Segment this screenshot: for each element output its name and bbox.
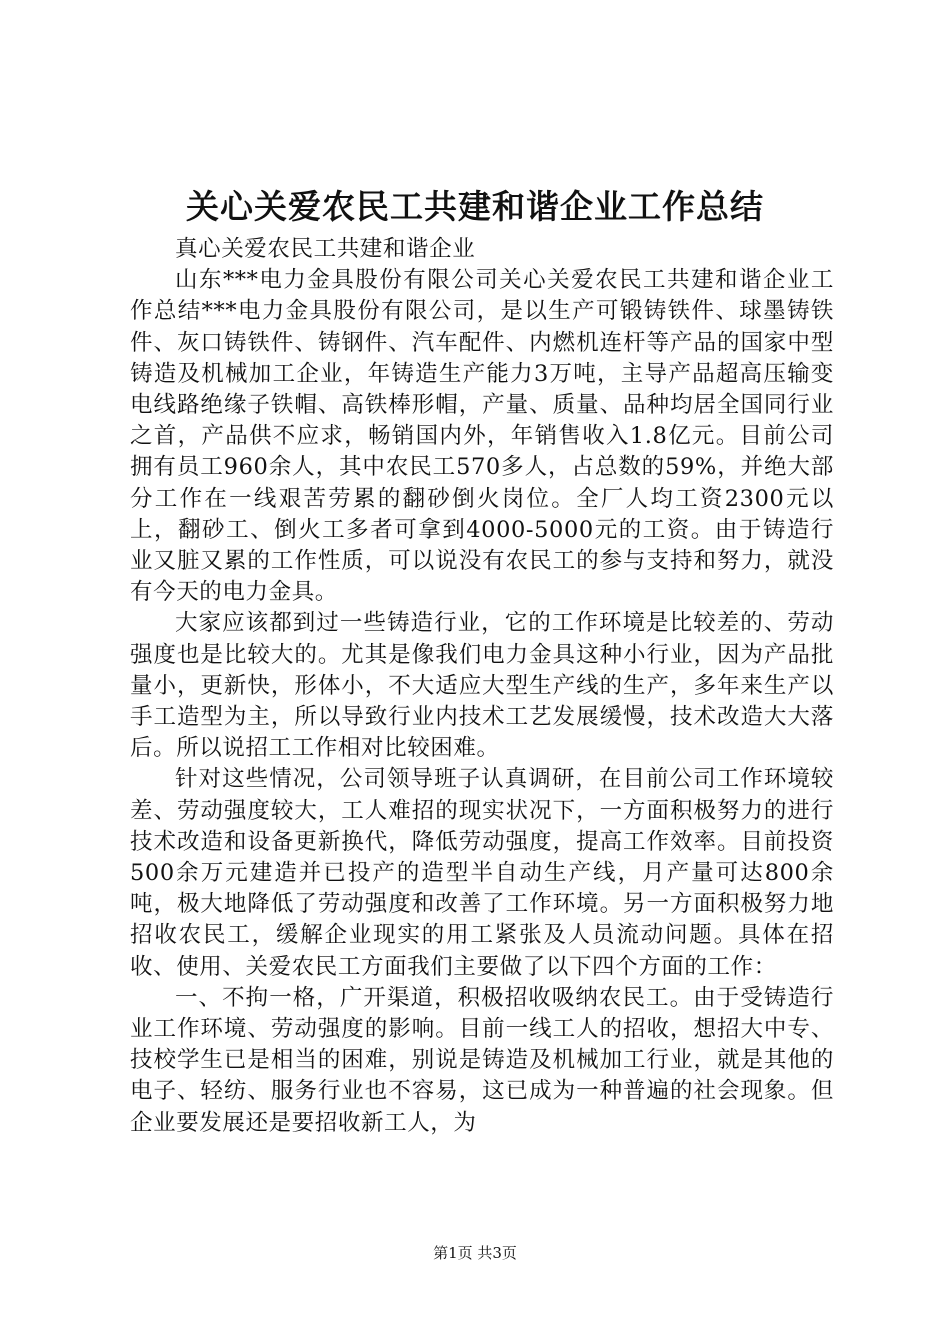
body-paragraph: 针对这些情况，公司领导班子认真调研，在目前公司工作环境较差、劳动强度较大，工人难招的现实状况下，一方面积极努力的进行技术改造和设备更新换代，降低劳动强度，提高工作效率。目前投资500余万元建造并已投产的造型半自动生产线，月产量可达800余吨，极大地降低了劳动强度和改善了工作环境。另一方面积极努力地招收农民工，缓解企业现实的用工紧张及人员流动问题。具体在招收、使用、关爱农民工方面我们主要做了以下四个方面的工作： (130, 766, 834, 980)
subtitle-paragraph: 真心关爱农民工共建和谐企业 (175, 236, 476, 262)
body-paragraph: 一、不拘一格，广开渠道，积极招收吸纳农民工。由于受铸造行业工作环境、劳动强度的影响。目前一线工人的招收，想招大中专、技校学生已是相当的困难，别说是铸造及机械加工行业，就是其他的电子、轻纺、服务行业也不容易，这已成为一种普遍的社会现象。但企业要发展还是要招收新工人，为 (130, 984, 834, 1136)
page-number-footer: 第1页 共3页 (433, 1244, 517, 1262)
document-body (130, 234, 834, 1139)
document-title: 关心关爱农民工共建和谐企业工作总结 (186, 187, 764, 226)
body-paragraph: 大家应该都到过一些铸造行业，它的工作环境是比较差的、劳动强度也是比较大的。尤其是像我们电力金具这种小行业，因为产品批量小，更新快，形体小，不大适应大型生产线的生产，多年来生产以手工造型为主，所以导致行业内技术工艺发展缓慢，技术改造大大落后。所以说招工工作相对比较困难。 (130, 610, 834, 762)
body-paragraph: 山东***电力金具股份有限公司关心关爱农民工共建和谐企业工作总结***电力金具股份有限公司，是以生产可锻铸铁件、球墨铸铁件、灰口铸铁件、铸钢件、汽车配件、内燃机连杆等产品的国家中型铸造及机械加工企业，年铸造生产能力3万吨，主导产品超高压输变电线路绝缘子铁帽、高铁棒形帽，产量、质量、品种均居全国同行业之首，产品供不应求，畅销国内外，年销售收入1.8亿元。目前公司拥有员工960余人，其中农民工570多人，占总数的59%，并绝大部分工作在一线艰苦劳累的翻砂倒火岗位。全厂人均工资2300元以上，翻砂工、倒火工多者可拿到4000-5000元的工资。由于铸造行业又脏又累的工作性质，可以说没有农民工的参与支持和努力，就没有今天的电力金具。 (130, 267, 834, 606)
